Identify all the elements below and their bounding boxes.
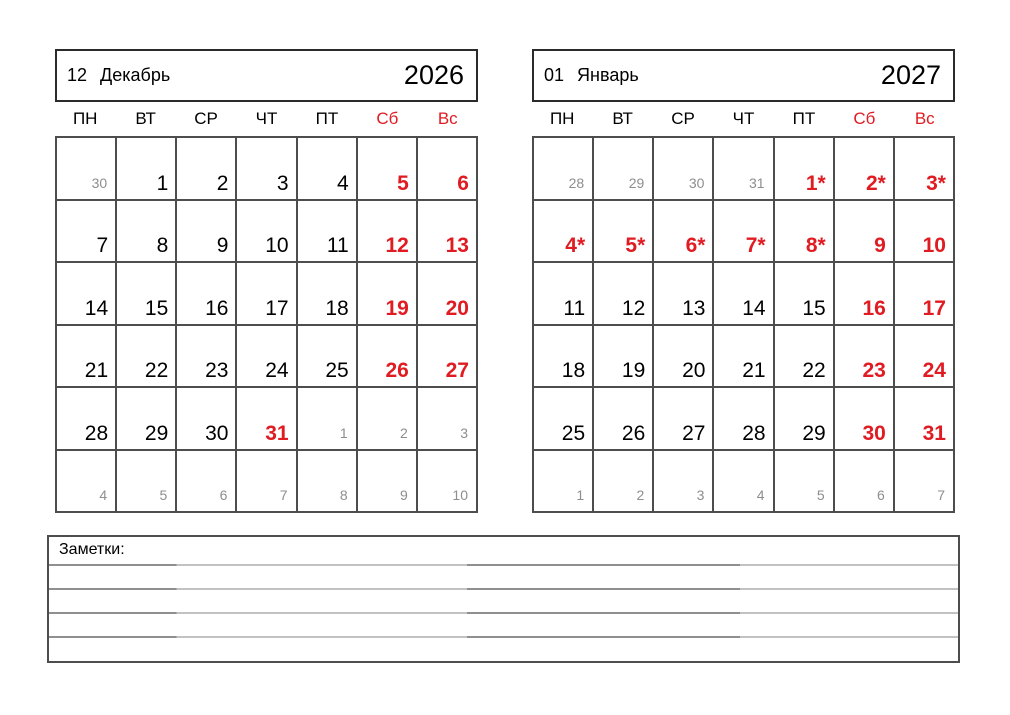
- day-cell: 1*: [775, 138, 835, 201]
- day-cell: 3: [654, 451, 714, 514]
- day-cell: 29: [775, 388, 835, 451]
- day-cell: 5: [117, 451, 177, 514]
- day-cell: 14: [714, 263, 774, 326]
- day-cell: 8: [298, 451, 358, 514]
- day-cell: 23: [177, 326, 237, 389]
- weekday-label-пн: ПН: [549, 109, 575, 128]
- day-cell: 27: [654, 388, 714, 451]
- day-cell: 30: [654, 138, 714, 201]
- day-cell: 7: [237, 451, 297, 514]
- day-cell: 25: [298, 326, 358, 389]
- month-number: 01: [544, 65, 565, 85]
- weekday-label-вс: Вс: [914, 109, 935, 128]
- weekday-label-пт: ПТ: [792, 109, 816, 128]
- day-cell: 3: [418, 388, 478, 451]
- month-number: 12: [67, 65, 88, 85]
- day-cell: 7: [57, 201, 117, 264]
- weekday-label-вт: ВТ: [612, 109, 633, 128]
- day-cell: 19: [358, 263, 418, 326]
- day-cell: 10: [895, 201, 955, 264]
- weekday-label-сб: Сб: [376, 109, 399, 128]
- day-cell: 9: [358, 451, 418, 514]
- weekday-label-ср: СР: [194, 109, 218, 128]
- day-cell: 1: [117, 138, 177, 201]
- notes-section: [47, 535, 960, 663]
- day-grid: [55, 136, 478, 513]
- notes-ruled-line: [49, 589, 958, 613]
- day-cell: 4: [57, 451, 117, 514]
- day-cell: 18: [534, 326, 594, 389]
- day-cell: 21: [714, 326, 774, 389]
- day-cell: 6: [835, 451, 895, 514]
- weekday-label-вс: Вс: [437, 109, 458, 128]
- day-cell: 31: [895, 388, 955, 451]
- day-cell: 2: [594, 451, 654, 514]
- day-cell: 9: [835, 201, 895, 264]
- day-cell: 9: [177, 201, 237, 264]
- day-cell: 29: [594, 138, 654, 201]
- day-cell: 18: [298, 263, 358, 326]
- day-cell: 8: [117, 201, 177, 264]
- day-cell: 22: [117, 326, 177, 389]
- day-cell: 23: [835, 326, 895, 389]
- day-cell: 24: [895, 326, 955, 389]
- day-cell: 28: [57, 388, 117, 451]
- day-cell: 17: [895, 263, 955, 326]
- day-cell: 3*: [895, 138, 955, 201]
- day-cell: 4: [298, 138, 358, 201]
- day-cell: 30: [177, 388, 237, 451]
- weekday-label-пн: ПН: [72, 109, 98, 128]
- day-cell: 5: [358, 138, 418, 201]
- day-cell: 31: [714, 138, 774, 201]
- day-cell: 24: [237, 326, 297, 389]
- day-cell: 5*: [594, 201, 654, 264]
- day-cell: 20: [418, 263, 478, 326]
- day-cell: 29: [117, 388, 177, 451]
- day-cell: 7*: [714, 201, 774, 264]
- day-cell: 4: [714, 451, 774, 514]
- day-cell: 5: [775, 451, 835, 514]
- day-cell: 6: [177, 451, 237, 514]
- day-cell: 19: [594, 326, 654, 389]
- weekday-label-чт: ЧТ: [255, 109, 278, 128]
- notes-ruled-line: [49, 613, 958, 637]
- day-cell: 16: [177, 263, 237, 326]
- weekday-row: [55, 102, 478, 136]
- day-cell: 26: [594, 388, 654, 451]
- weekday-label-пт: ПТ: [315, 109, 339, 128]
- day-cell: 11: [298, 201, 358, 264]
- weekday-label-ср: СР: [671, 109, 695, 128]
- day-cell: 10: [237, 201, 297, 264]
- day-cell: 10: [418, 451, 478, 514]
- month-name: Январь: [577, 65, 639, 85]
- day-cell: 28: [534, 138, 594, 201]
- day-cell: 22: [775, 326, 835, 389]
- year-label: 2027: [880, 60, 941, 90]
- calendar-month-december-2026: [55, 49, 478, 513]
- day-cell: 30: [57, 138, 117, 201]
- day-cell: 20: [654, 326, 714, 389]
- weekday-label-вт: ВТ: [135, 109, 156, 128]
- notes-ruled-line: [49, 637, 958, 661]
- day-cell: 27: [418, 326, 478, 389]
- day-cell: 26: [358, 326, 418, 389]
- day-cell: 25: [534, 388, 594, 451]
- day-cell: 1: [534, 451, 594, 514]
- day-cell: 17: [237, 263, 297, 326]
- day-cell: 12: [594, 263, 654, 326]
- day-cell: 15: [117, 263, 177, 326]
- day-cell: 6: [418, 138, 478, 201]
- month-header: [55, 49, 478, 102]
- day-cell: 15: [775, 263, 835, 326]
- day-cell: 3: [237, 138, 297, 201]
- weekday-row: [532, 102, 955, 136]
- day-cell: 4*: [534, 201, 594, 264]
- day-grid: [532, 136, 955, 513]
- day-cell: 7: [895, 451, 955, 514]
- day-cell: 30: [835, 388, 895, 451]
- day-cell: 13: [654, 263, 714, 326]
- weekday-label-чт: ЧТ: [732, 109, 755, 128]
- year-label: 2026: [403, 60, 464, 90]
- notes-label: Заметки:: [59, 541, 125, 558]
- day-cell: 2: [177, 138, 237, 201]
- day-cell: 16: [835, 263, 895, 326]
- calendar-month-january-2027: [532, 49, 955, 513]
- day-cell: 11: [534, 263, 594, 326]
- notes-ruled-line: [49, 565, 958, 589]
- day-cell: 6*: [654, 201, 714, 264]
- day-cell: 2*: [835, 138, 895, 201]
- day-cell: 14: [57, 263, 117, 326]
- day-cell: 13: [418, 201, 478, 264]
- day-cell: 8*: [775, 201, 835, 264]
- month-header: [532, 49, 955, 102]
- month-name: Декабрь: [100, 65, 171, 85]
- day-cell: 31: [237, 388, 297, 451]
- day-cell: 1: [298, 388, 358, 451]
- day-cell: 21: [57, 326, 117, 389]
- weekday-label-сб: Сб: [853, 109, 876, 128]
- day-cell: 28: [714, 388, 774, 451]
- day-cell: 2: [358, 388, 418, 451]
- day-cell: 12: [358, 201, 418, 264]
